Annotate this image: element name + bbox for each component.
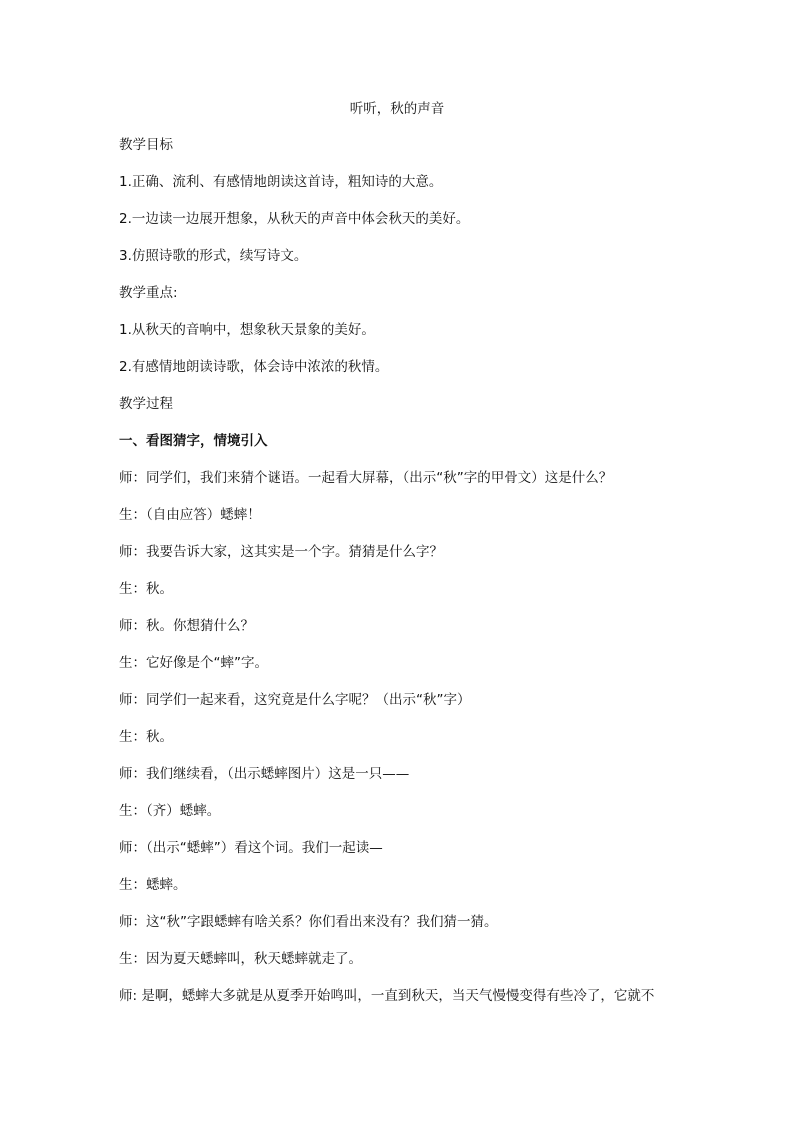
section-heading-goals: 教学目标 — [119, 137, 173, 153]
section-heading-key-points: 教学重点: — [119, 285, 178, 301]
dialogue-line: 生：因为夏天蟋蟀叫，秋天蟋蟀就走了。 — [119, 951, 362, 967]
dialogue-line: 生：秋。 — [119, 729, 173, 745]
goal-item-3: 3.仿照诗歌的形式，续写诗文。 — [119, 248, 308, 264]
dialogue-line: 师: 是啊，蟋蟀大多就是从夏季开始鸣叫，一直到秋天，当天气慢慢变得有些冷了，它就不 — [119, 988, 655, 1004]
dialogue-line: 生：蟋蟀。 — [119, 877, 187, 893]
dialogue-line: 师：（出示“蟋蟀”）看这个词。我们一起读— — [119, 840, 383, 856]
goal-item-1: 1.正确、流利、有感情地朗读这首诗，粗知诗的大意。 — [119, 174, 443, 190]
process-step-heading: 一、看图猜字，情境引入 — [119, 433, 268, 449]
dialogue-line: 生：（自由应答）蟋蟀！ — [119, 507, 261, 523]
document-body — [119, 134, 679, 1022]
dialogue-line: 师：同学们，我们来猜个谜语。一起看大屏幕，（出示“秋”字的甲骨文）这是什么？ — [119, 470, 613, 486]
key-point-item-2: 2.有感情地朗读诗歌，体会诗中浓浓的秋情。 — [119, 359, 389, 375]
document-title: 听听，秋的声音 — [349, 101, 445, 117]
dialogue-line: 师：我们继续看，（出示蟋蟀图片）这是一只—— — [119, 766, 410, 782]
key-point-item-1: 1.从秋天的音响中，想象秋天景象的美好。 — [119, 322, 375, 338]
dialogue-line: 师：秋。你想猜什么？ — [119, 618, 254, 634]
goal-item-2: 2.一边读一边展开想象，从秋天的声音中体会秋天的美好。 — [119, 211, 470, 227]
dialogue-line: 生：秋。 — [119, 581, 173, 597]
dialogue-line: 师：同学们一起来看，这究竟是什么字呢？（出示“秋”字） — [119, 692, 471, 708]
dialogue-line: 师：我要告诉大家，这其实是一个字。猜猜是什么字？ — [119, 544, 443, 560]
dialogue-line: 生：（齐）蟋蟀。 — [119, 803, 221, 819]
dialogue-line: 师：这“秋”字跟蟋蟀有啥关系？你们看出来没有？我们猜一猜。 — [119, 914, 498, 930]
section-heading-process: 教学过程 — [119, 396, 173, 412]
dialogue-line: 生：它好像是个“蟀”字。 — [119, 655, 268, 671]
